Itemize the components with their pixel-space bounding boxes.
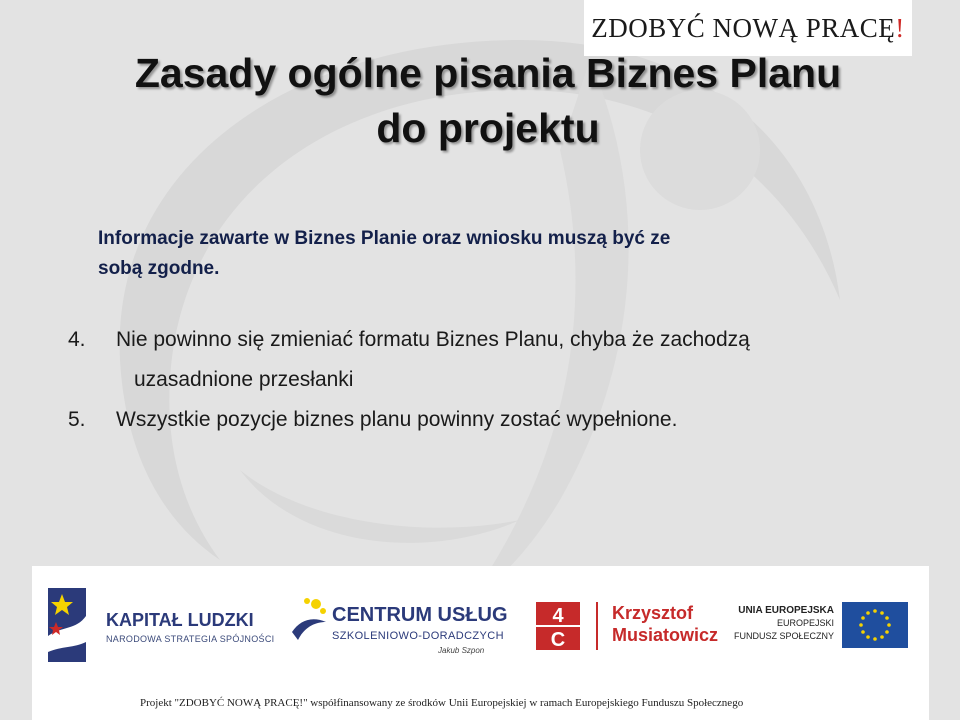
centrum-uslug-logo [290, 594, 510, 664]
eu-title: UNIA EUROPEJSKA [738, 605, 834, 616]
list-item-text [116, 320, 750, 400]
kapital-ludzki-subtitle: NARODOWA STRATEGIA SPÓJNOŚCI [106, 634, 275, 644]
centrum-uslug-signature: Jakub Szpon [438, 646, 485, 655]
eu-line-3: FUNDUSZ SPOŁECZNY [733, 631, 834, 641]
list-item-number: 5. [68, 408, 86, 431]
krzysztof-musiatowicz-logo [536, 602, 726, 666]
eu-flag-icon [842, 602, 908, 648]
intro-text [98, 224, 858, 284]
intro-line-2: sobą zgodne. [98, 258, 220, 279]
eu-text [734, 604, 834, 643]
sponsor-logos [32, 584, 929, 666]
project-logo-text: ZDOBYĆ NOWĄ PRACĘ! [591, 12, 905, 43]
list-item-line-1: Nie powinno się zmieniać formatu Biznes Planu, chyba że zachodzą [116, 328, 750, 351]
centrum-uslug-name: CENTRUM USŁUG [332, 604, 508, 626]
km-name-line-2: Musiatowicz [612, 625, 719, 645]
krzysztof-musiatowicz-name [612, 602, 718, 646]
list-item-text: Wszystkie pozycje biznes planu powinny zostać wypełnione. [116, 408, 678, 431]
list-item [68, 400, 928, 440]
project-logo-exclamation: ! [895, 12, 905, 43]
list-item [68, 320, 928, 400]
rules-list [68, 320, 928, 440]
eu-line-2: EUROPEJSKI [776, 618, 834, 628]
krzysztof-musiatowicz-icon [536, 602, 580, 650]
cofinancing-note: Projekt "ZDOBYĆ NOWĄ PRACĘ!" współfinansowany ze środków Unii Europejskiej w ramach Europejskiego Funduszu Społecznego [140, 697, 744, 709]
km-mark-bottom: C [550, 629, 566, 650]
km-mark-top: 4 [552, 605, 564, 627]
krzysztof-musiatowicz-divider [596, 602, 598, 650]
intro-line-1: Informacje zawarte w Biznes Planie oraz wniosku muszą być ze [98, 228, 671, 249]
kapital-ludzki-logo [42, 586, 282, 666]
list-item-number: 4. [68, 328, 86, 351]
slide-title-line-2: do projektu [376, 105, 600, 151]
sponsor-footer [32, 566, 929, 720]
list-item-line-2: uzasadnione przesłanki [134, 368, 354, 391]
centrum-uslug-icon [290, 594, 330, 644]
slide-title [0, 46, 960, 156]
kapital-ludzki-icon [42, 586, 92, 664]
slide-title-line-1: Zasady ogólne pisania Biznes Planu [134, 50, 842, 96]
km-name-line-1: Krzysztof [612, 603, 694, 623]
kapital-ludzki-name: KAPITAŁ LUDZKI [106, 610, 254, 630]
centrum-uslug-subtitle: SZKOLENIOWO-DORADCZYCH [332, 630, 504, 642]
eu-logo [732, 602, 922, 658]
